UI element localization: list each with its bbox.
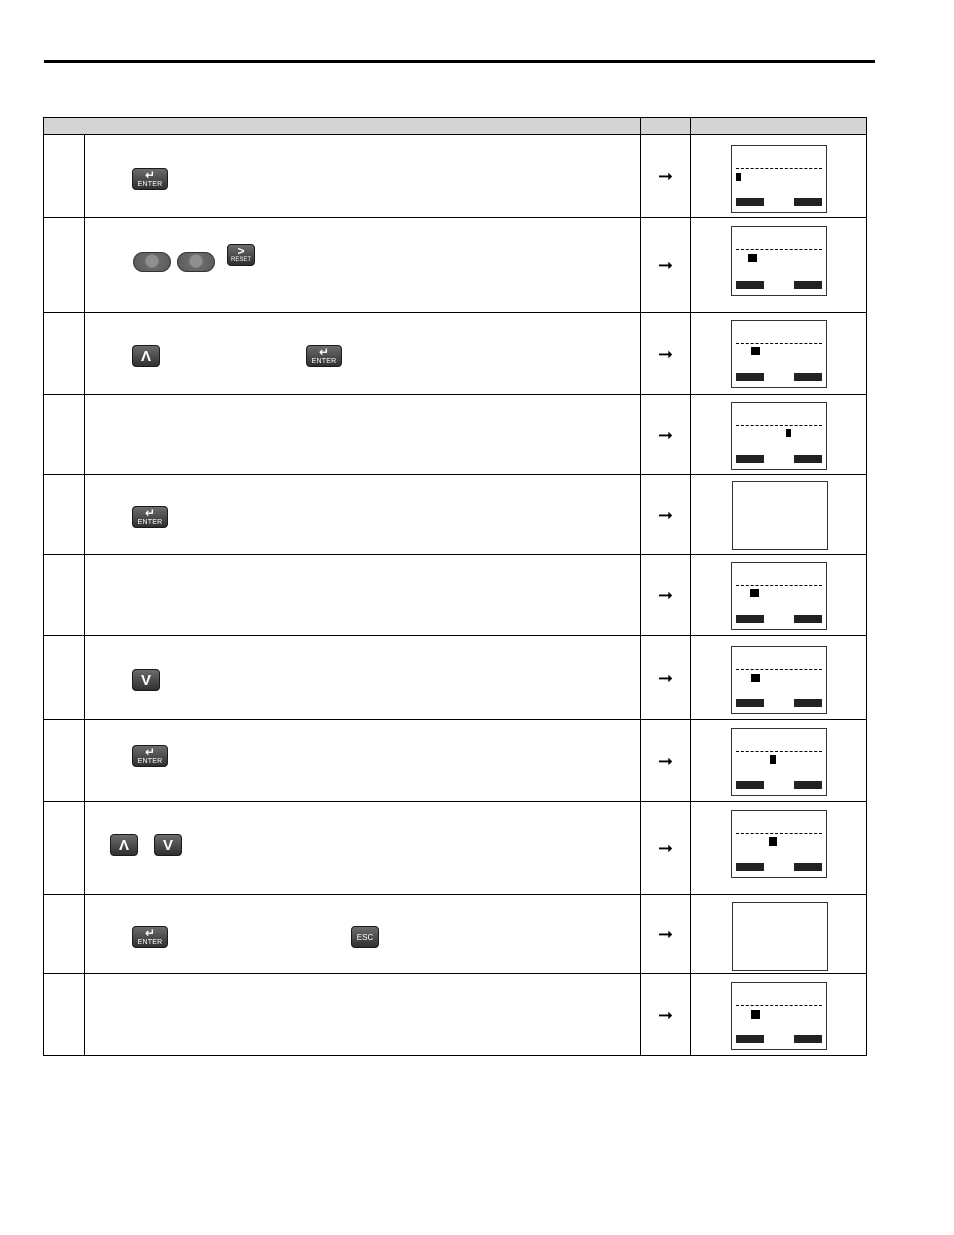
step-arrow-cell — [641, 313, 691, 395]
table-row — [44, 218, 867, 313]
step-description-cell — [85, 555, 641, 636]
lcd-display-blank — [732, 481, 828, 550]
lcd-display — [731, 320, 827, 388]
lcd-display — [731, 226, 827, 296]
step-description-cell — [85, 313, 641, 395]
table-row — [44, 475, 867, 555]
cursor-mark — [736, 173, 741, 181]
cursor-mark — [769, 837, 777, 846]
cursor-mark — [751, 347, 760, 355]
reset-key-icon: > RESET — [227, 244, 255, 266]
step-arrow-cell — [641, 135, 691, 218]
step-number-cell — [44, 218, 85, 313]
softkey-left — [736, 1035, 764, 1043]
lcd-display — [731, 402, 827, 470]
step-arrow-cell — [641, 895, 691, 974]
step-arrow-cell — [641, 720, 691, 802]
right-arrow-icon: ➞ — [657, 424, 674, 445]
cursor-mark — [750, 589, 759, 597]
header-arrow-column — [641, 118, 691, 135]
step-number-cell — [44, 720, 85, 802]
cursor-mark — [751, 674, 760, 682]
step-description-cell — [85, 218, 641, 313]
function-key-icon — [177, 252, 215, 272]
step-arrow-cell — [641, 218, 691, 313]
display-cell — [691, 313, 867, 395]
lcd-display — [731, 562, 827, 630]
table-row — [44, 636, 867, 720]
step-number-cell — [44, 555, 85, 636]
right-arrow-icon: ➞ — [657, 166, 674, 186]
down-arrow-key-icon: V — [132, 669, 160, 691]
top-rule — [44, 60, 875, 63]
step-number-cell — [44, 895, 85, 974]
step-description-cell — [85, 895, 641, 974]
function-key-icon — [133, 252, 171, 272]
step-number-cell — [44, 313, 85, 395]
display-cell — [691, 475, 867, 555]
lcd-display — [731, 646, 827, 714]
cursor-mark — [770, 755, 776, 764]
display-cell — [691, 720, 867, 802]
softkey-left — [736, 281, 764, 289]
step-arrow-cell — [641, 974, 691, 1056]
display-cell — [691, 895, 867, 974]
esc-key-icon: ESC — [351, 926, 379, 948]
softkey-right — [794, 863, 822, 871]
lcd-display — [731, 810, 827, 878]
display-cell — [691, 555, 867, 636]
softkey-right — [794, 699, 822, 707]
table-row — [44, 720, 867, 802]
softkey-left — [736, 373, 764, 381]
right-arrow-icon: ➞ — [657, 667, 674, 688]
header-display-column — [691, 118, 867, 135]
softkey-left — [736, 863, 764, 871]
cursor-mark — [748, 254, 757, 262]
softkey-right — [794, 373, 822, 381]
display-cell — [691, 218, 867, 313]
down-arrow-key-icon: V — [154, 834, 182, 856]
step-description-cell — [85, 974, 641, 1056]
header-step-column — [44, 118, 641, 135]
table-header-row — [44, 118, 867, 135]
step-description-cell — [85, 636, 641, 720]
lcd-display — [731, 145, 827, 213]
softkey-right — [794, 781, 822, 789]
up-arrow-key-icon: Λ — [110, 834, 138, 856]
step-description-cell — [85, 395, 641, 475]
table-row — [44, 135, 867, 218]
step-arrow-cell — [641, 802, 691, 895]
up-arrow-key-icon: Λ — [132, 345, 160, 367]
right-arrow-icon: ➞ — [657, 924, 674, 944]
step-number-cell — [44, 636, 85, 720]
display-cell — [691, 636, 867, 720]
step-arrow-cell — [641, 555, 691, 636]
right-arrow-icon: ➞ — [657, 504, 674, 525]
enter-key-icon: ↵ ENTER — [132, 506, 168, 528]
table-row — [44, 395, 867, 475]
softkey-left — [736, 699, 764, 707]
step-description-cell — [85, 135, 641, 218]
table-row — [44, 555, 867, 636]
step-number-cell — [44, 475, 85, 555]
table-row — [44, 802, 867, 895]
right-arrow-icon: ➞ — [657, 343, 674, 364]
step-arrow-cell — [641, 395, 691, 475]
enter-key-icon: ↵ ENTER — [306, 345, 342, 367]
step-arrow-cell — [641, 475, 691, 555]
lcd-display-blank — [732, 902, 828, 971]
softkey-right — [794, 198, 822, 206]
lcd-display — [731, 982, 827, 1050]
table-row — [44, 895, 867, 974]
enter-key-icon: ↵ ENTER — [132, 926, 168, 948]
softkey-right — [794, 1035, 822, 1043]
lcd-display — [731, 728, 827, 796]
step-number-cell — [44, 395, 85, 475]
softkey-right — [794, 455, 822, 463]
enter-key-icon: ↵ ENTER — [132, 745, 168, 767]
step-description-cell — [85, 802, 641, 895]
step-number-cell — [44, 802, 85, 895]
right-arrow-icon: ➞ — [657, 255, 674, 275]
right-arrow-icon: ➞ — [657, 838, 674, 858]
procedure-table — [43, 117, 867, 1056]
enter-key-icon: ↵ ENTER — [132, 168, 168, 190]
softkey-left — [736, 455, 764, 463]
step-number-cell — [44, 135, 85, 218]
right-arrow-icon: ➞ — [657, 750, 674, 771]
step-description-cell — [85, 475, 641, 555]
step-arrow-cell — [641, 636, 691, 720]
softkey-left — [736, 615, 764, 623]
display-cell — [691, 974, 867, 1056]
table-row — [44, 313, 867, 395]
softkey-left — [736, 781, 764, 789]
softkey-left — [736, 198, 764, 206]
right-arrow-icon: ➞ — [657, 1004, 674, 1025]
step-number-cell — [44, 974, 85, 1056]
display-cell — [691, 802, 867, 895]
display-cell — [691, 135, 867, 218]
cursor-mark — [786, 429, 791, 437]
table-row — [44, 974, 867, 1056]
cursor-mark — [751, 1010, 760, 1019]
softkey-right — [794, 615, 822, 623]
step-description-cell — [85, 720, 641, 802]
right-arrow-icon: ➞ — [657, 585, 674, 605]
display-cell — [691, 395, 867, 475]
softkey-right — [794, 281, 822, 289]
